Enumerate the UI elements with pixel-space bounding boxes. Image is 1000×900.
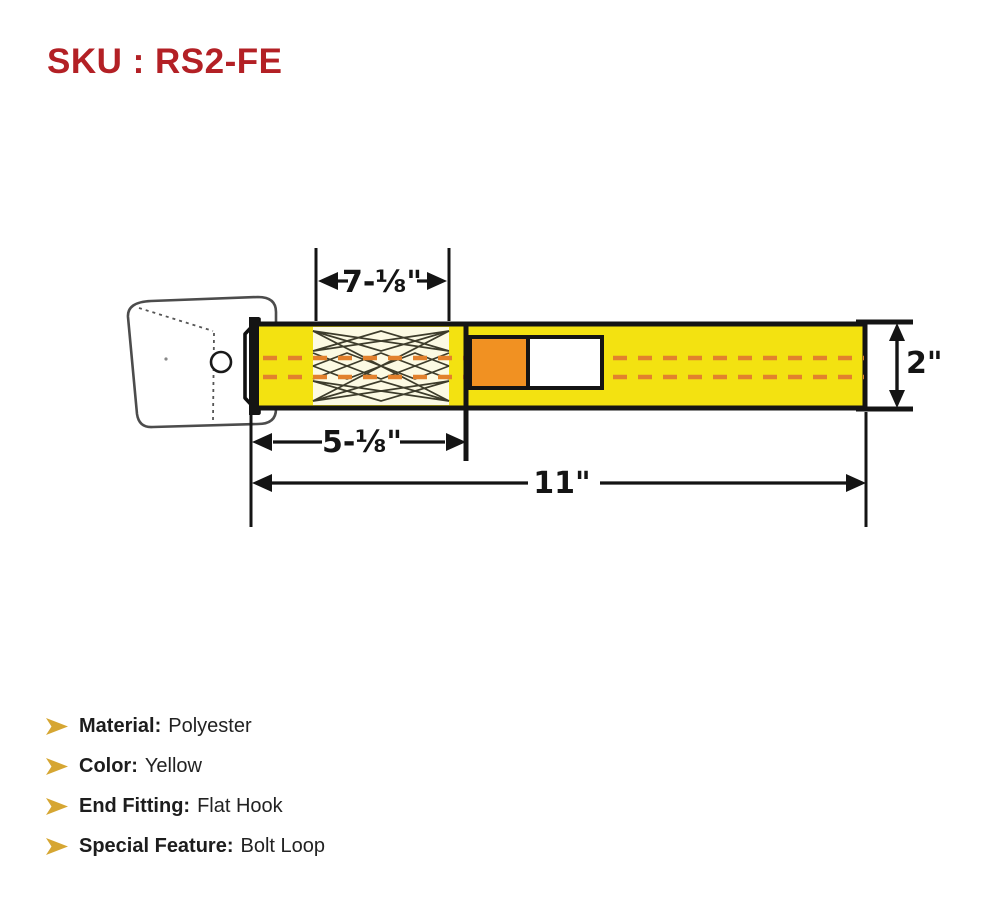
hook-bolt-hole — [211, 352, 231, 372]
dim-label-11: 11" — [533, 466, 591, 501]
chevron-right-arrow-icon — [46, 798, 68, 815]
page-title: SKU : RS2-FE — [47, 42, 283, 81]
dim-label-5-1-8: 5-⅛" — [321, 425, 403, 460]
stitch-pattern — [313, 327, 449, 405]
dimension-hook-to-stitch — [252, 425, 466, 460]
label-tag — [470, 337, 602, 388]
chevron-right-arrow-icon — [46, 758, 68, 775]
spec-list — [46, 714, 546, 874]
dimension-stitch-length — [316, 248, 449, 321]
chevron-right-arrow-icon — [46, 838, 68, 855]
spec-row-material — [46, 714, 546, 738]
spec-label: Special Feature: — [79, 834, 234, 857]
chevron-right-arrow-icon — [46, 718, 68, 735]
spec-label: Material: — [79, 714, 162, 737]
spec-label: Color: — [79, 754, 138, 777]
spec-row-color — [46, 754, 546, 778]
spec-label: End Fitting: — [79, 794, 191, 817]
strap-left-end-bar — [249, 317, 259, 415]
spec-value: Flat Hook — [197, 794, 283, 817]
spec-value: Yellow — [144, 754, 202, 777]
spec-value: Bolt Loop — [240, 834, 326, 857]
strap-diagram-svg — [100, 240, 980, 540]
spec-row-end-fitting — [46, 794, 546, 818]
dim-label-7-1-8: 7-⅛" — [341, 265, 423, 300]
dim-label-2: 2" — [906, 346, 943, 381]
spec-value: Polyester — [168, 714, 252, 737]
product-diagram — [100, 240, 980, 540]
spec-row-special-feature — [46, 834, 546, 858]
dimension-webbing-width — [856, 322, 943, 409]
